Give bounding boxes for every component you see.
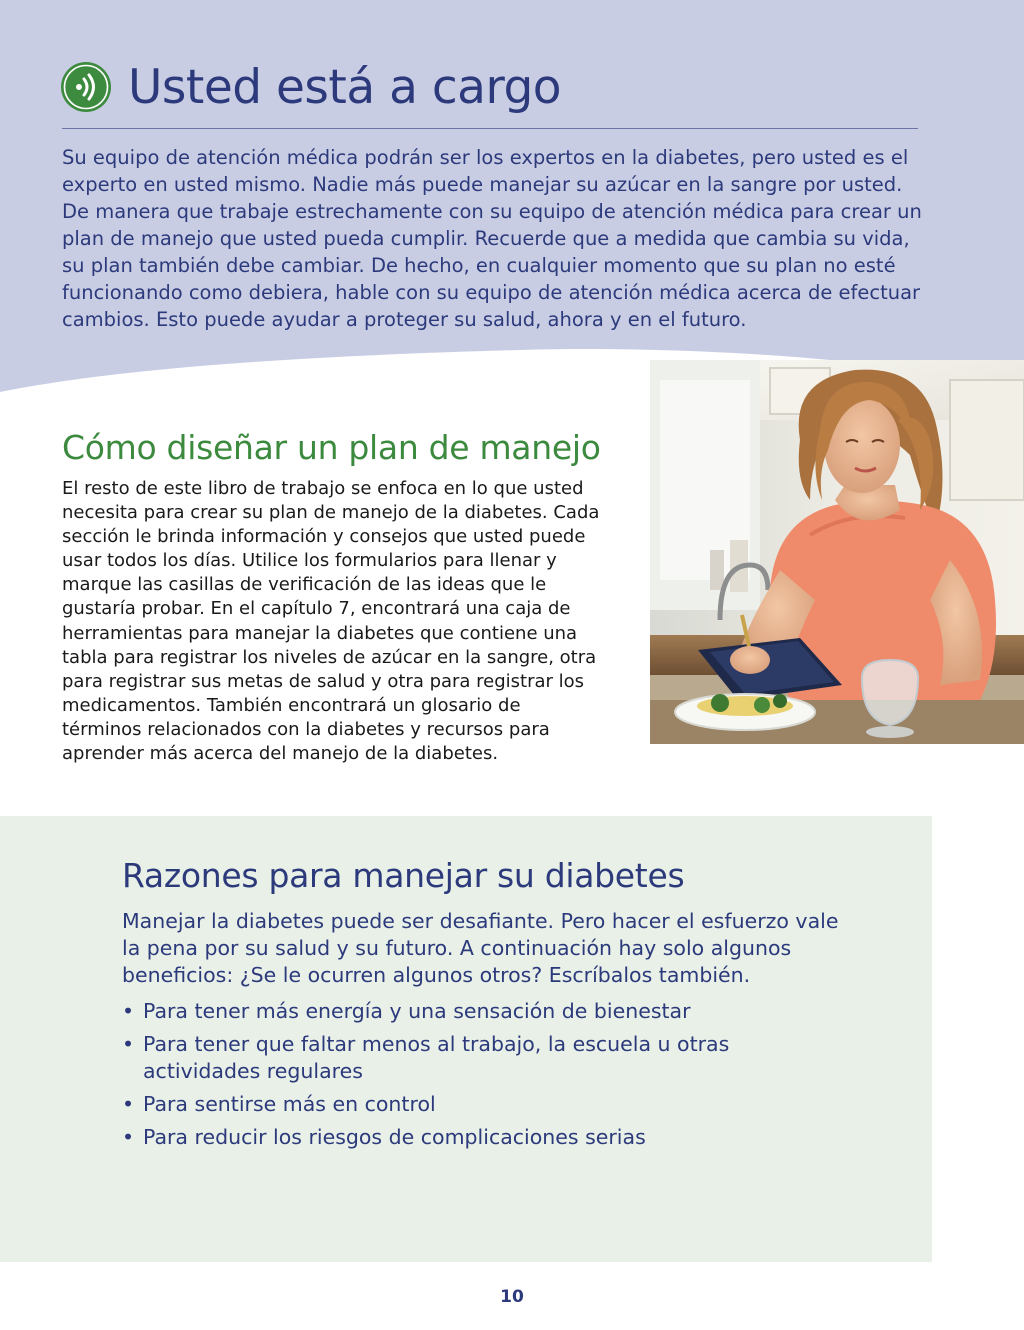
list-item-text: Para sentirse más en control	[143, 1092, 436, 1116]
list-item	[122, 1031, 842, 1085]
intro-paragraph: Su equipo de atención médica podrán ser los expertos en la diabetes, pero usted es el experto en usted mismo. Nadie más puede manejar su azúcar en la sangre por usted. De manera que trabaje estrechamente con su equipo de atención médica para crear un plan de manejo que usted pueda cumplir. Recuerde que a medida que cambia su vida, su plan también debe cambiar. De hecho, en cualquier momento que su plan no esté funcionando como debiera, hable con su equipo de atención médica acerca de efectuar cambios. Esto puede ayudar a proteger su salud, ahora y en el futuro.	[62, 146, 922, 331]
list-item	[122, 1091, 842, 1118]
bullet-icon: •	[122, 1125, 135, 1149]
list-item-text: Para tener más energía y una sensación de bienestar	[143, 999, 691, 1023]
title-divider	[62, 128, 918, 129]
bullet-icon: •	[122, 999, 135, 1023]
bullet-icon: •	[122, 1032, 135, 1056]
list-item	[122, 1124, 842, 1151]
reasons-section-heading: Razones para manejar su diabetes	[122, 856, 685, 895]
plan-section-heading: Cómo diseñar un plan de manejo	[62, 428, 601, 467]
page-number: 10	[500, 1287, 524, 1307]
woman-writing-photo	[650, 360, 1024, 744]
list-item	[122, 998, 842, 1025]
plan-section-body: El resto de este libro de trabajo se enfoca en lo que usted necesita para crear su plan de manejo de la diabetes. Cada sección le brinda información y consejos que usted puede usar todos los días. Utilice los formularios para llenar y marque las casillas de verificación de las ideas que le gustaría probar. En el capítulo 7, encontrará una caja de herramientas para manejar la diabetes que contiene una tabla para registrar los niveles de azúcar en la sangre, otra para registrar sus metas de salud y otra para registrar los medicamentos. También encontrará un glosario de términos relacionados con la diabetes y recursos para aprender más acerca del manejo de la diabetes.	[62, 478, 600, 765]
list-item-text: Para reducir los riesgos de complicaciones serias	[143, 1125, 646, 1149]
audio-speaker-icon[interactable]	[60, 61, 112, 113]
list-item-text: Para tener que faltar menos al trabajo, la escuela u otras actividades regulares	[143, 1032, 730, 1083]
title-row	[60, 56, 920, 118]
reasons-list	[122, 998, 842, 1157]
page-title: Usted está a cargo	[128, 59, 562, 115]
reasons-intro: Manejar la diabetes puede ser desafiante. Pero hacer el esfuerzo vale la pena por su salud y su futuro. A continuación hay solo algunos beneficios: ¿Se le ocurren algunos otros? Escríbalos también.	[122, 909, 839, 987]
bullet-icon: •	[122, 1092, 135, 1116]
